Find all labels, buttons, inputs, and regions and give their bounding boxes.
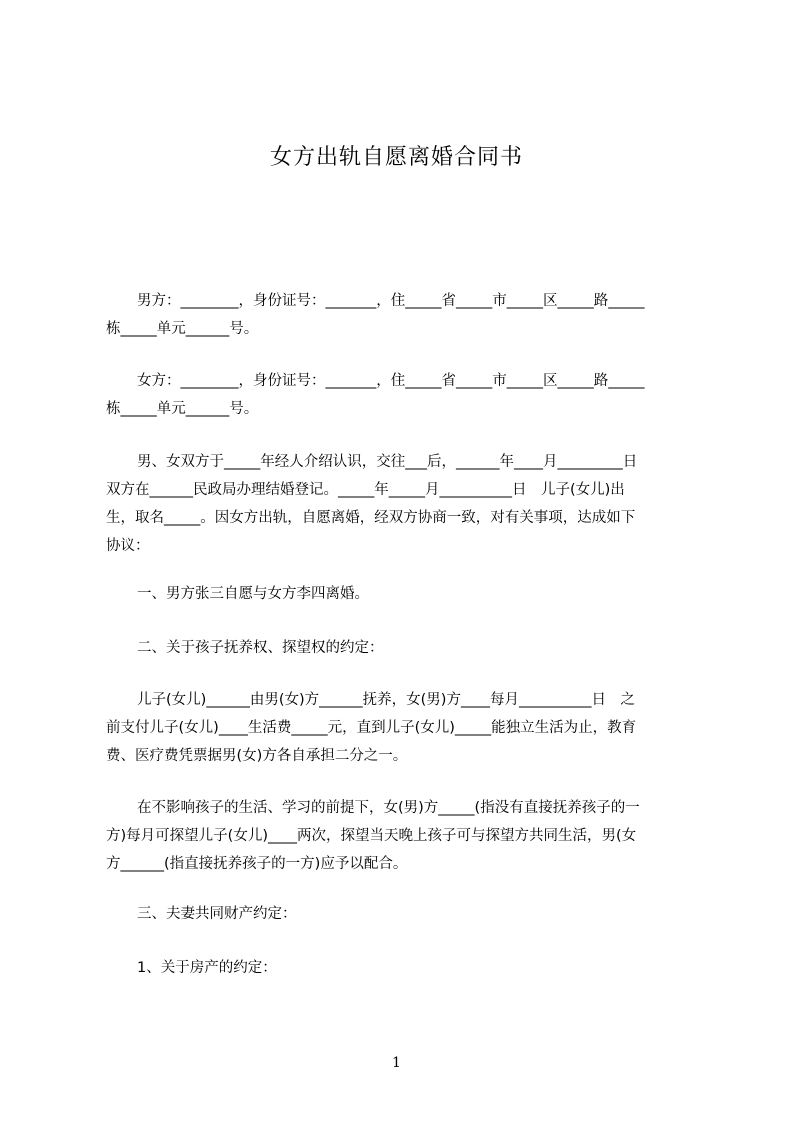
clause-3-text: 三、夫妻共同财产约定： [137, 906, 297, 922]
visitation-paragraph [106, 794, 701, 878]
intro-paragraph [106, 448, 701, 560]
male-party-line-2: 栋_____单元______号。 [106, 321, 259, 337]
female-party-paragraph [106, 367, 701, 423]
female-party-line-2: 栋_____单元______号。 [106, 401, 259, 417]
clause-1 [106, 580, 701, 608]
male-party-paragraph [106, 287, 701, 343]
document-title: 女方出轨自愿离婚合同书 [269, 145, 523, 170]
female-party-line-1: 女方：________，身份证号：_______，住_____省_____市_____区_____路_____ [137, 373, 645, 389]
custody-line-2: 前支付儿子(女儿)____生活费_____元，直到儿子(女儿)_____能独立生活为止，教育 [106, 720, 637, 736]
intro-line-2: 双方在______民政局办理结婚登记。_____年_____月__________日 儿子(女儿)出 [106, 482, 625, 498]
visitation-line-3: 方______(指直接抚养孩子的一方)应予以配合。 [106, 856, 408, 872]
clause-2-text: 二、关于孩子抚养权、探望权的约定： [137, 640, 384, 656]
custody-line-3: 费、医疗费凭票据男(女)方各自承担二分之一。 [106, 748, 408, 764]
page-number: 1 [392, 1055, 401, 1071]
clause-2 [106, 634, 701, 662]
male-party-line-1: 男方：________，身份证号：_______，住_____省_____市_____区_____路_____ [137, 293, 645, 309]
custody-line-1: 儿子(女儿)______由男(女)方______抚养，女(男)方____每月__________日 之 [137, 692, 635, 708]
intro-line-3: 生，取名_____。因女方出轨，自愿离婚，经双方协商一致，对有关事项，达成如下 [106, 510, 636, 526]
visitation-line-2: 方)每月可探望儿子(女儿)____两次，探望当天晚上孩子可与探望方共同生活，男(女 [106, 828, 637, 844]
clause-1-text: 一、男方张三自愿与女方李四离婚。 [137, 586, 369, 602]
clause-3 [106, 900, 701, 928]
clause-3-1-text: 1、关于房产的约定： [137, 960, 277, 976]
custody-paragraph [106, 686, 701, 770]
intro-line-4: 协议： [106, 538, 150, 554]
clause-3-1 [106, 954, 701, 982]
visitation-line-1: 在不影响孩子的生活、学习的前提下，女(男)方_____(指没有直接抚养孩子的一 [137, 800, 640, 816]
intro-line-1: 男、女双方于_____年经人介绍认识，交往___后，______年____月_________日 [137, 454, 638, 470]
